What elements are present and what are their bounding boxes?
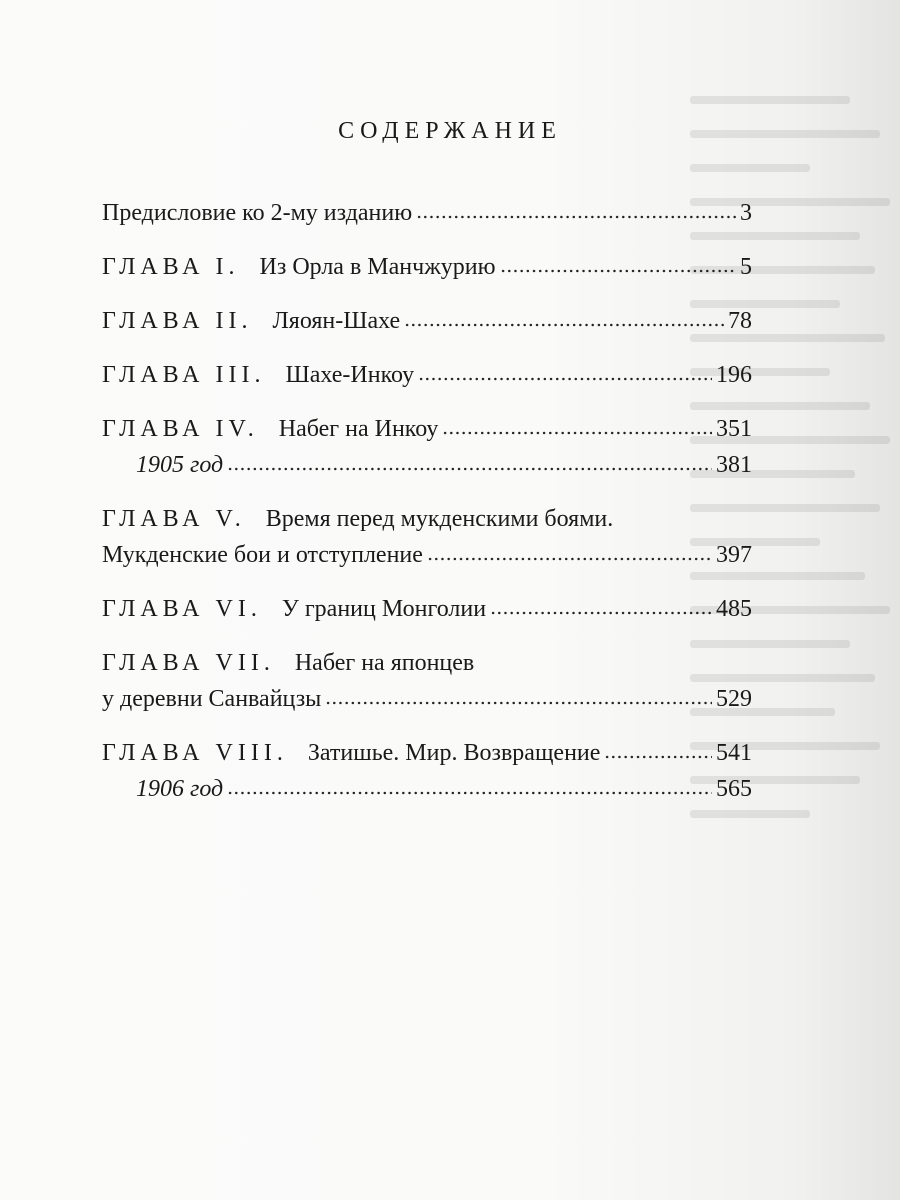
chapter-number: ГЛАВА IV. [102, 416, 259, 442]
entry-title: 1905 год [136, 452, 224, 478]
table-of-contents [102, 195, 752, 825]
toc-entry [102, 735, 752, 771]
toc-entry-line [102, 447, 752, 483]
entry-title: Из Орла в Манчжурию [259, 254, 496, 280]
entry-title: Набег на Инкоу [278, 416, 439, 442]
page-number: 485 [716, 596, 752, 622]
dot-leader [418, 373, 712, 385]
page-number: 529 [716, 686, 752, 712]
dot-leader [227, 787, 712, 799]
toc-entry-line [102, 303, 752, 339]
chapter-number: ГЛАВА II. [102, 308, 253, 334]
entry-title: 1906 год [136, 776, 224, 802]
toc-entry [102, 357, 752, 393]
page-number: 196 [716, 362, 752, 388]
dot-leader [604, 751, 712, 763]
toc-entry-line [102, 645, 752, 681]
entry-title: Ляоян-Шахе [272, 308, 401, 334]
toc-entry-line [102, 501, 752, 537]
dot-leader [490, 607, 712, 619]
toc-entry-line [102, 735, 752, 771]
toc-entry [102, 447, 752, 483]
page-number: 3 [740, 200, 752, 226]
entry-title: Предисловие ко 2-му изданию [102, 200, 413, 226]
entry-title: Шахе-Инкоу [285, 362, 415, 388]
entry-title: У границ Монголии [281, 596, 487, 622]
toc-entry [102, 591, 752, 627]
entry-title: Набег на японцев [294, 650, 475, 676]
toc-entry-line [102, 681, 752, 717]
page-number: 78 [728, 308, 752, 334]
chapter-number: ГЛАВА VI. [102, 596, 262, 622]
page-number: 5 [740, 254, 752, 280]
toc-entry-line [102, 537, 752, 573]
entry-title: Время перед мукденскими боями. [265, 506, 614, 532]
toc-entry-line [102, 591, 752, 627]
dot-leader [500, 265, 736, 277]
dot-leader [404, 319, 724, 331]
toc-entry [102, 195, 752, 231]
chapter-number: ГЛАВА I. [102, 254, 240, 280]
toc-entry [102, 501, 752, 573]
chapter-number: ГЛАВА V. [102, 506, 246, 532]
dot-leader [416, 211, 736, 223]
page-number: 351 [716, 416, 752, 442]
dot-leader [227, 463, 712, 475]
dot-leader [442, 427, 712, 439]
toc-entry [102, 303, 752, 339]
page-number: 541 [716, 740, 752, 766]
toc-entry [102, 771, 752, 807]
chapter-number: ГЛАВА VIII. [102, 740, 288, 766]
chapter-number: ГЛАВА III. [102, 362, 266, 388]
toc-entry [102, 645, 752, 717]
page-number: 397 [716, 542, 752, 568]
toc-entry [102, 411, 752, 447]
page-number: 565 [716, 776, 752, 802]
toc-entry-line [102, 771, 752, 807]
entry-title: у деревни Санвайцзы [102, 686, 322, 712]
toc-entry-line [102, 249, 752, 285]
chapter-number: ГЛАВА VII. [102, 650, 275, 676]
dot-leader [325, 697, 712, 709]
entry-title: Затишье. Мир. Возвращение [307, 740, 601, 766]
page-number: 381 [716, 452, 752, 478]
toc-entry-line [102, 195, 752, 231]
dot-leader [427, 553, 712, 565]
toc-entry [102, 249, 752, 285]
toc-entry-line [102, 411, 752, 447]
entry-title: Мукденские бои и отступление [102, 542, 423, 568]
toc-entry-line [102, 357, 752, 393]
page-title: СОДЕРЖАНИЕ [338, 118, 562, 144]
